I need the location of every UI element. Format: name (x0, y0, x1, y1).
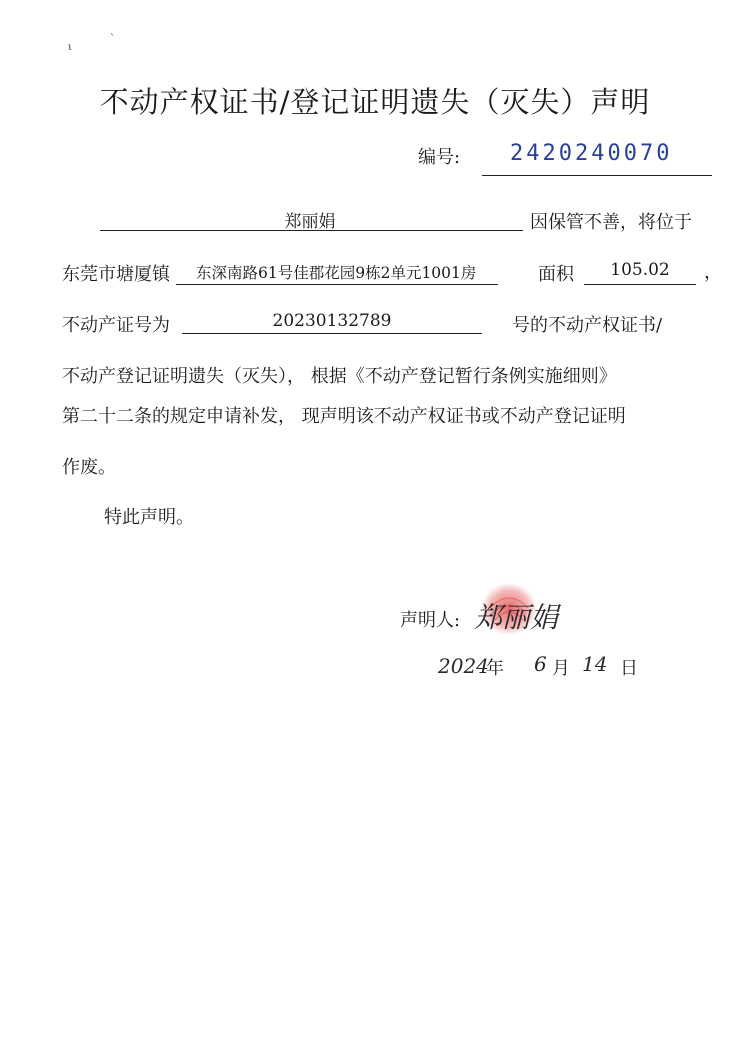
cert-no-label: 不动产证号为 (62, 315, 170, 336)
area-label: 面积 (538, 264, 574, 285)
property-address: 东深南路61号佳郡花园9栋2单元1001房 (196, 264, 477, 282)
line1-suffix: 因保管不善，将位于 (530, 212, 692, 233)
cert-no-underline (182, 333, 482, 334)
date-year-unit: 年 (486, 658, 504, 679)
certificate-number: 20230132789 (272, 311, 392, 331)
area-underline (584, 284, 696, 285)
paragraph-line: 作废。 (62, 457, 116, 478)
town-text: 东莞市塘厦镇 (62, 264, 170, 285)
number-underline (482, 175, 712, 176)
document-title: 不动产权证书/登记证明遗失（灭失）声明 (99, 85, 651, 119)
area-suffix: ， (704, 262, 722, 283)
paragraph-line: 不动产登记证明遗失（灭失）， 根据《不动产登记暂行条例实施细则》 (62, 366, 617, 387)
name-underline (100, 230, 523, 231)
document-number: 2420240070 (510, 141, 673, 166)
area-value: 105.02 (610, 260, 670, 280)
date-month: 6 (534, 652, 547, 676)
closing-statement: 特此声明。 (104, 507, 194, 528)
declarant-name: 郑丽娟 (284, 212, 336, 232)
signer-label: 声明人: (400, 610, 461, 631)
paragraph-line: 第二十二条的规定申请补发， 现声明该不动产权证书或不动产登记证明 (62, 406, 626, 427)
handwritten-signature: 郑丽娟 (474, 601, 559, 634)
date-month-unit: 月 (552, 658, 570, 679)
date-day: 14 (582, 652, 608, 676)
number-label: 编号: (418, 147, 461, 168)
corner-mark: ι (68, 42, 72, 53)
corner-mark: ` (110, 34, 115, 45)
address-underline (176, 284, 498, 285)
cert-no-suffix: 号的不动产权证书/ (512, 315, 663, 336)
date-day-unit: 日 (620, 658, 638, 679)
date-year: 2024 (438, 654, 489, 678)
